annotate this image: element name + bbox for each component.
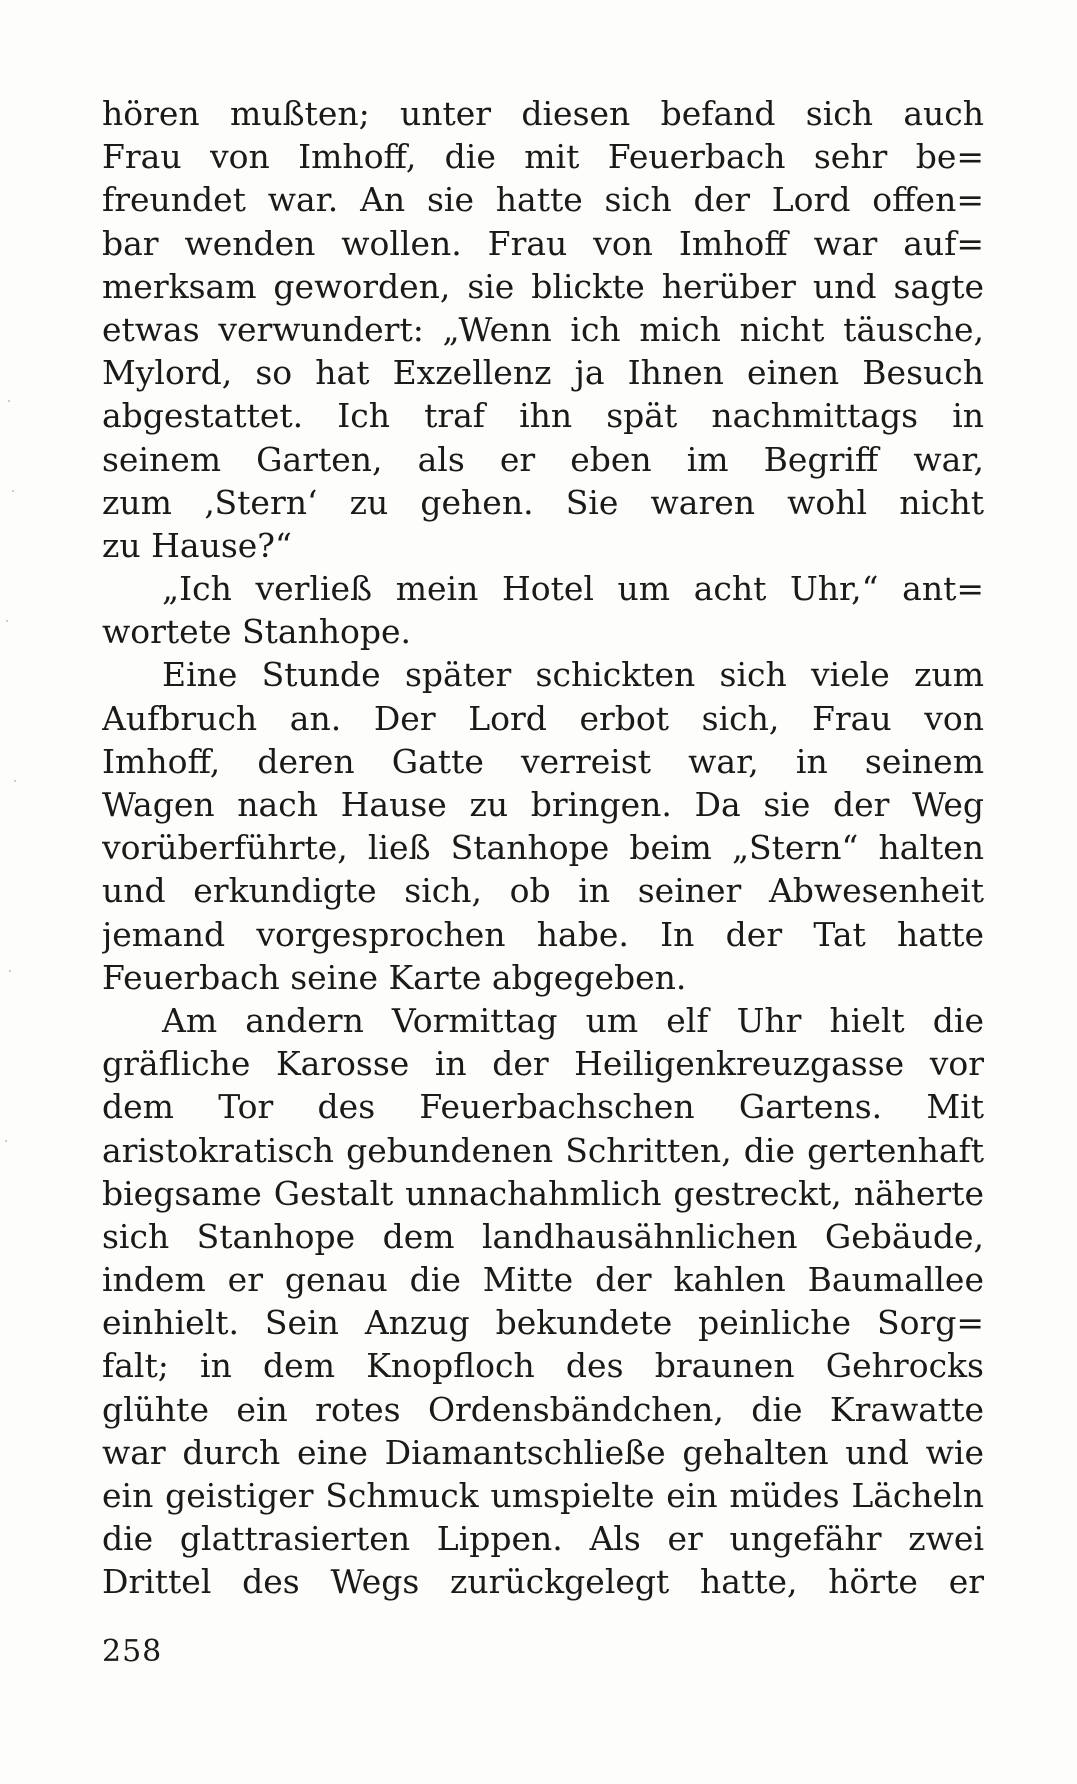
- text-line: seinem Garten, als er eben im Begriff war,: [102, 439, 984, 479]
- text-line: Wagen nach Hause zu bringen. Da sie der Weg: [102, 785, 984, 824]
- text-line: falt; in dem Knopfloch des braunen Gehrocks: [102, 1346, 984, 1386]
- text-line: abgestattet. Ich traf ihn spät nachmittags in: [102, 396, 984, 436]
- text-line: gräfliche Karosse in der Heiligenkreuzgasse vor: [102, 1044, 984, 1084]
- text-line: hören mußten; unter diesen befand sich auch: [102, 94, 984, 133]
- text-line: Drittel des Wegs zurückgelegt hatte, hörte er: [102, 1562, 984, 1602]
- text-line: indem er genau die Mitte der kahlen Baumallee: [102, 1260, 984, 1300]
- text-line: Am andern Vormittag um elf Uhr hielt die: [162, 1000, 984, 1040]
- text-line: bar wenden wollen. Frau von Imhoff war auf=: [102, 223, 984, 263]
- text-line: etwas verwundert: „Wenn ich mich nicht täusche,: [102, 309, 984, 349]
- text-line: ein geistiger Schmuck umspielte ein müdes Lächeln: [102, 1476, 984, 1515]
- text-line: wortete Stanhope.: [102, 612, 412, 652]
- text-line: glühte ein rotes Ordensbändchen, die Krawatte: [102, 1389, 984, 1429]
- text-line: und erkundigte sich, ob in seiner Abwesenheit: [102, 871, 984, 911]
- text-line: Mylord, so hat Exzellenz ja Ihnen einen Besuch: [102, 353, 984, 393]
- text-line: Aufbruch an. Der Lord erbot sich, Frau von: [102, 698, 984, 738]
- text-line: die glattrasierten Lippen. Als er ungefähr zwei: [102, 1519, 984, 1559]
- text-line: Eine Stunde später schickten sich viele zum: [162, 655, 984, 695]
- text-line: war durch eine Diamantschließe gehalten und wie: [102, 1432, 984, 1472]
- text-line: sich Stanhope dem landhausähnlichen Gebäude,: [102, 1216, 984, 1256]
- body-text: [102, 92, 984, 1604]
- text-line: zum ‚Stern‘ zu gehen. Sie waren wohl nicht: [102, 482, 984, 522]
- page-edge-specks: [0, 360, 20, 1260]
- text-line: Frau von Imhoff, die mit Feuerbach sehr be=: [102, 137, 984, 177]
- text-line: jemand vorgesprochen habe. In der Tat hatte: [102, 914, 984, 954]
- text-line: merksam geworden, sie blickte herüber und sagte: [102, 266, 984, 306]
- page-number: 258: [102, 1634, 163, 1669]
- text-line: dem Tor des Feuerbachschen Gartens. Mit: [102, 1087, 984, 1127]
- text-line: vorüberführte, ließ Stanhope beim „Stern“ halten: [102, 828, 984, 868]
- text-line: freundet war. An sie hatte sich der Lord offen=: [102, 180, 984, 220]
- text-line: aristokratisch gebundenen Schritten, die gertenhaft: [102, 1130, 984, 1170]
- text-line: „Ich verließ mein Hotel um acht Uhr,“ ant=: [162, 569, 984, 609]
- text-line: einhielt. Sein Anzug bekundete peinliche Sorg=: [102, 1303, 984, 1343]
- text-line: Feuerbach seine Karte abgegeben.: [102, 957, 687, 997]
- text-line: zu Hause?“: [102, 525, 292, 565]
- text-line: biegsame Gestalt unnachahmlich gestreckt, näherte: [102, 1173, 984, 1213]
- text-line: Imhoff, deren Gatte verreist war, in seinem: [102, 741, 984, 781]
